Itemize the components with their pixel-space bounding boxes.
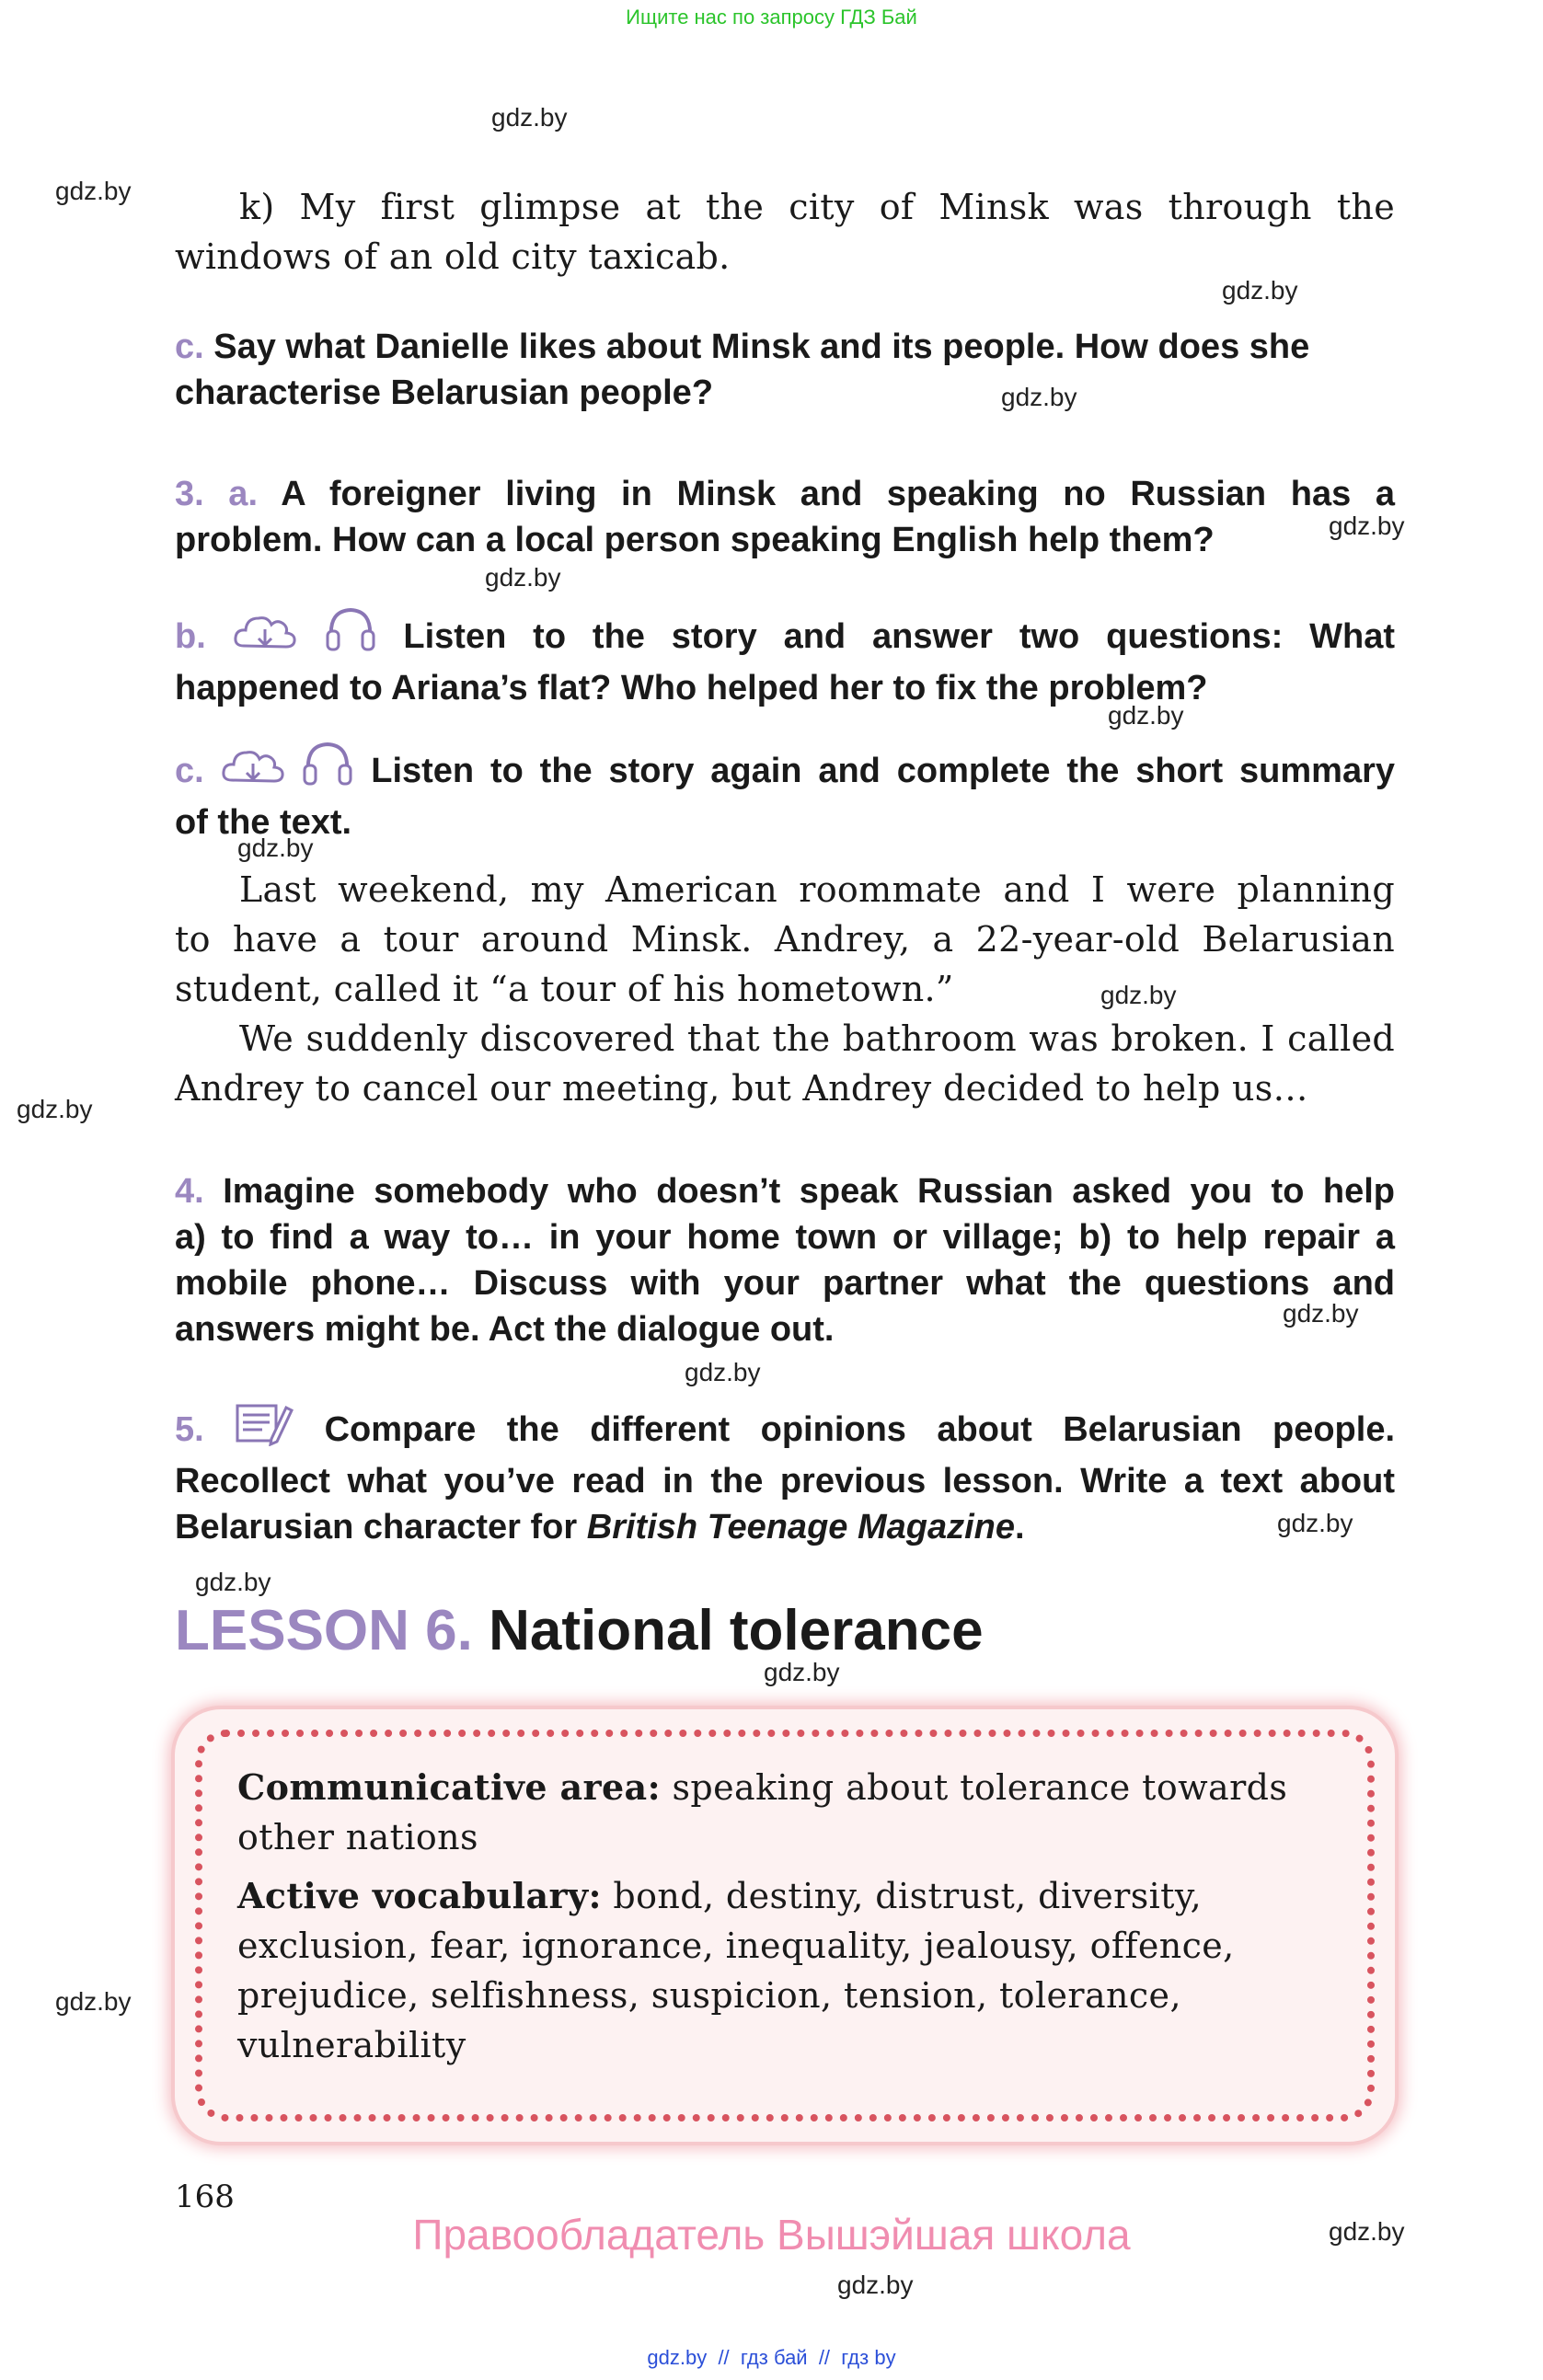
watermark: gdz.by <box>837 2271 914 2299</box>
task-text: Say what Danielle likes about Minsk and its people. How does she <box>213 328 1310 366</box>
page-number: 168 <box>175 2179 235 2215</box>
cloud-download-icon <box>221 742 285 799</box>
communicative-area-label: Communicative area: <box>237 1766 662 1808</box>
exercise-k <box>175 182 1395 282</box>
summary-line: We suddenly discovered that the bathroom was broken. I called <box>239 1018 1395 1059</box>
headphones-icon <box>301 740 354 799</box>
task-3c <box>175 740 1395 845</box>
task-label: c. <box>175 752 204 790</box>
task-text: happened to Ariana’s flat? Who helped her to fix the problem? <box>175 669 1208 707</box>
summary-text <box>175 865 1395 1113</box>
watermark: gdz.by <box>485 563 561 592</box>
task-label: 3. a. <box>175 475 259 513</box>
watermark: gdz.by <box>1100 981 1177 1009</box>
task-text: a) to find a way to… in your home town or village; b) to help repair a <box>175 1218 1395 1257</box>
watermark: gdz.by <box>685 1358 761 1386</box>
task-text: problem. How can a local person speaking English help them? <box>175 521 1215 559</box>
exercise-k-line: k) My first glimpse at the city of Minsk was through the <box>239 187 1395 227</box>
task-4 <box>175 1168 1395 1352</box>
copyright-notice: Правообладатель Вышэйшая школа <box>412 2211 1131 2259</box>
magazine-title: British Teenage Magazine <box>586 1508 1016 1546</box>
watermark: gdz.by <box>1329 512 1405 540</box>
headphones-icon <box>324 605 377 665</box>
task-text: characterise Belarusian people? <box>175 374 714 412</box>
task-text: Belarusian character for <box>175 1508 587 1546</box>
task-3a <box>175 471 1395 563</box>
task-text: A foreigner living in Minsk and speaking no Russian has a <box>281 475 1395 513</box>
watermark: gdz.by <box>1108 701 1184 730</box>
communicative-area-text: other nations <box>237 1817 478 1857</box>
lesson-title: National tolerance <box>489 1599 984 1662</box>
task-label: 5. <box>175 1410 204 1449</box>
watermark: gdz.by <box>237 834 314 862</box>
active-vocabulary-label: Active vocabulary: <box>237 1875 602 1916</box>
task-3b <box>175 605 1395 711</box>
notebook-pen-icon <box>235 1402 294 1458</box>
active-vocabulary-text: vulnerability <box>237 2025 466 2065</box>
active-vocabulary-text: prejudice, selfishness, suspicion, tension, tolerance, <box>237 1975 1181 2016</box>
task-text: Listen to the story and answer two questions: What <box>403 617 1395 656</box>
watermark: gdz.by <box>17 1095 93 1123</box>
task-label: b. <box>175 617 206 656</box>
task-5 <box>175 1402 1395 1550</box>
task-2c <box>175 324 1395 416</box>
active-vocabulary-text: bond, destiny, distrust, diversity, <box>613 1876 1203 1916</box>
summary-line: to have a tour around Minsk. Andrey, a 22-year-old Belarusian <box>175 919 1395 960</box>
task-text: Compare the different opinions about Belarusian people. <box>324 1410 1396 1449</box>
task-text: Listen to the story again and complete the short summary <box>371 752 1396 790</box>
watermark: gdz.by <box>764 1658 840 1686</box>
watermark: gdz.by <box>195 1568 271 1596</box>
task-text: . <box>1015 1508 1025 1546</box>
summary-line: Last weekend, my American roommate and I were planning <box>239 869 1395 910</box>
watermark: gdz.by <box>1277 1509 1353 1537</box>
watermark: gdz.by <box>1329 2217 1405 2246</box>
lesson-objectives-box <box>175 1709 1395 2142</box>
task-label: c. <box>175 328 204 366</box>
watermark: gdz.by <box>1001 383 1077 411</box>
task-text: answers might be. Act the dialogue out. <box>175 1310 835 1349</box>
watermark: gdz.by <box>491 103 568 132</box>
exercise-k-line: windows of an old city taxicab. <box>175 236 731 277</box>
lesson-number: LESSON 6. <box>175 1599 473 1662</box>
task-text: Imagine somebody who doesn’t speak Russian asked you to help <box>223 1172 1396 1211</box>
task-text: mobile phone… Discuss with your partner what the questions and <box>175 1264 1395 1303</box>
task-text: Recollect what you’ve read in the previous lesson. Write a text about <box>175 1462 1395 1500</box>
summary-line: student, called it “a tour of his hometown.” <box>175 969 954 1009</box>
task-text: of the text. <box>175 803 352 842</box>
watermark: gdz.by <box>1283 1299 1359 1328</box>
watermark: gdz.by <box>1222 276 1298 305</box>
cloud-download-icon <box>233 607 297 665</box>
communicative-area-text: speaking about tolerance towards <box>672 1767 1288 1808</box>
footer-links[interactable]: gdz.by // гдз бай // гдз by <box>647 2346 896 2369</box>
lesson-objectives-text <box>237 1763 1332 2070</box>
active-vocabulary-text: exclusion, fear, ignorance, inequality, jealousy, offence, <box>237 1926 1235 1966</box>
summary-line: Andrey to cancel our meeting, but Andrey decided to help us… <box>175 1068 1308 1109</box>
watermark: gdz.by <box>55 1987 132 2016</box>
task-label: 4. <box>175 1172 204 1211</box>
lesson-heading <box>175 1599 984 1663</box>
top-notice: Ищите нас по запросу ГДЗ Бай <box>626 6 917 29</box>
watermark: gdz.by <box>55 177 132 205</box>
